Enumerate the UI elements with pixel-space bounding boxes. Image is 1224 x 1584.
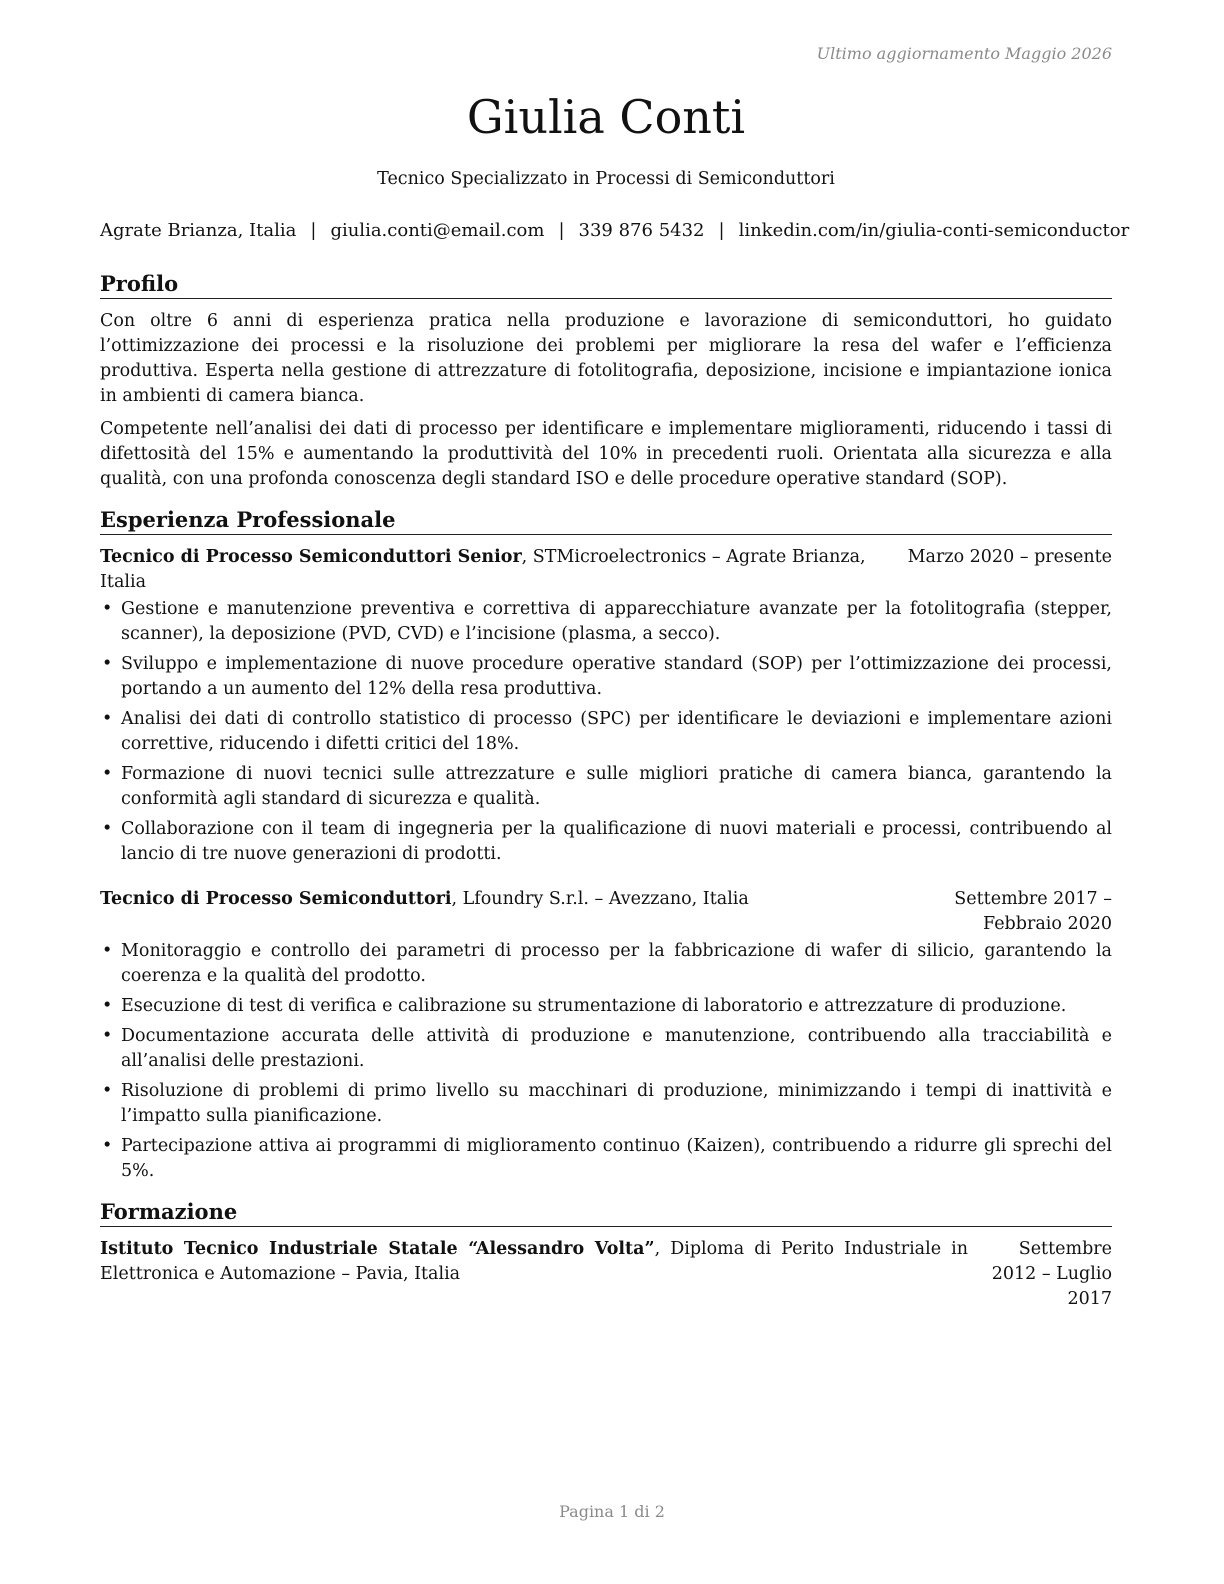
bullet-icon: •: [102, 709, 113, 729]
bullet-icon: •: [102, 1081, 113, 1101]
job-bullets: [100, 597, 1112, 867]
job-bullets: [100, 939, 1112, 1184]
list-item: • Sviluppo e implementazione di nuove procedure operative standard (SOP) per l’ottimizzazione dei processi, portando a un aumento del 12% della resa produttiva.: [102, 654, 1112, 699]
contact-separator: |: [558, 220, 565, 241]
contact-line: [100, 219, 1130, 243]
list-item: • Gestione e manutenzione preventiva e correttiva di apparecchiature avanzate per la fotolitografia (stepper, scanner), la deposizione (PVD, CVD) e l’incisione (plasma, a secco).: [102, 599, 1112, 644]
contact-phone: 339 876 5432: [578, 220, 705, 241]
bullet-icon: •: [102, 1136, 113, 1156]
contact-location: Agrate Brianza, Italia: [100, 220, 297, 241]
job-role: Tecnico di Processo Semiconduttori Senior: [100, 547, 522, 567]
education-dates: Settembre 2012 – Luglio 2017: [991, 1239, 1112, 1309]
education-entry: [100, 1237, 1112, 1312]
bullet-icon: •: [102, 941, 113, 961]
job-company: , Lfoundry S.r.l. – Avezzano, Italia: [451, 889, 749, 909]
job-company: , STMicroelectronics – Agrate Brianza, Italia: [100, 547, 866, 592]
education-detail: , Diploma di Perito Industriale in Elettronica e Automazione – Pavia, Italia: [100, 1239, 968, 1284]
list-item: • Documentazione accurata delle attività di produzione e manutenzione, contribuendo alla tracciabilità e all’analisi delle prestazioni.: [102, 1026, 1112, 1071]
resume-content: [100, 270, 1112, 1312]
contact-email[interactable]: giulia.conti@email.com: [330, 220, 545, 241]
last-updated-note: Ultimo aggiornamento Maggio 2026: [816, 44, 1112, 63]
bullet-icon: •: [102, 819, 113, 839]
list-item: • Partecipazione attiva ai programmi di miglioramento continuo (Kaizen), contribuendo a ridurre gli sprechi del 5%.: [102, 1136, 1112, 1181]
candidate-name: Giulia Conti: [466, 90, 746, 144]
bullet-icon: •: [102, 996, 113, 1016]
profile-paragraph: Competente nell’analisi dei dati di processo per identificare e implementare miglioramenti, riducendo i tassi di difettosità del 15% e aumentando la produttività del 10% in precedenti ruoli. Orientata alla sicurezza e alla qualità, con una profonda conoscenza degli standard ISO e delle procedure operative standard (SOP).: [100, 419, 1112, 489]
page-number: Pagina 1 di 2: [559, 1502, 665, 1521]
bullet-icon: •: [102, 654, 113, 674]
list-item: • Formazione di nuovi tecnici sulle attrezzature e sulle migliori pratiche di camera bianca, garantendo la conformità agli standard di sicurezza e qualità.: [102, 764, 1112, 809]
contact-separator: |: [310, 220, 317, 241]
job-role: Tecnico di Processo Semiconduttori: [100, 889, 452, 909]
section-heading-profile: Profilo: [100, 270, 1112, 299]
profile-paragraph: Con oltre 6 anni di esperienza pratica nella produzione e lavorazione di semiconduttori, ho guidato l’ottimizzazione dei processi e la risoluzione dei problemi per migliorare la resa del wafer e l’efficienza produttiva. Esperta nella gestione di attrezzature di fotolitografia, deposizione, incisione e impiantazione ionica in ambienti di camera bianca.: [100, 311, 1112, 406]
contact-separator: |: [718, 220, 725, 241]
bullet-icon: •: [102, 599, 113, 619]
section-heading-education: Formazione: [100, 1198, 1112, 1227]
candidate-title: Tecnico Specializzato in Processi di Semiconduttori: [377, 169, 835, 189]
education-school: Istituto Tecnico Industriale Statale “Alessandro Volta”: [100, 1239, 655, 1259]
job-header: [100, 545, 1112, 595]
job-dates: Marzo 2020 – presente: [907, 547, 1112, 567]
job-dates: Settembre 2017 – Febbraio 2020: [954, 889, 1112, 934]
section-heading-experience: Esperienza Professionale: [100, 506, 1112, 535]
list-item: • Monitoraggio e controllo dei parametri di processo per la fabbricazione di wafer di silicio, garantendo la coerenza e la qualità del prodotto.: [102, 941, 1112, 986]
bullet-icon: •: [102, 1026, 113, 1046]
list-item: • Risoluzione di problemi di primo livello su macchinari di produzione, minimizzando i tempi di inattività e l’impatto sulla pianificazione.: [102, 1081, 1112, 1126]
contact-linkedin[interactable]: linkedin.com/in/giulia-conti-semiconductor: [738, 220, 1130, 241]
list-item: • Analisi dei dati di controllo statistico di processo (SPC) per identificare le deviazioni e implementare azioni correttive, riducendo i difetti critici del 18%.: [102, 709, 1112, 754]
bullet-icon: •: [102, 764, 113, 784]
list-item: • Collaborazione con il team di ingegneria per la qualificazione di nuovi materiali e processi, contribuendo al lancio di tre nuove generazioni di prodotti.: [102, 819, 1112, 864]
list-item: • Esecuzione di test di verifica e calibrazione su strumentazione di laboratorio e attrezzature di produzione.: [100, 994, 1112, 1019]
job-header: [100, 887, 1112, 937]
